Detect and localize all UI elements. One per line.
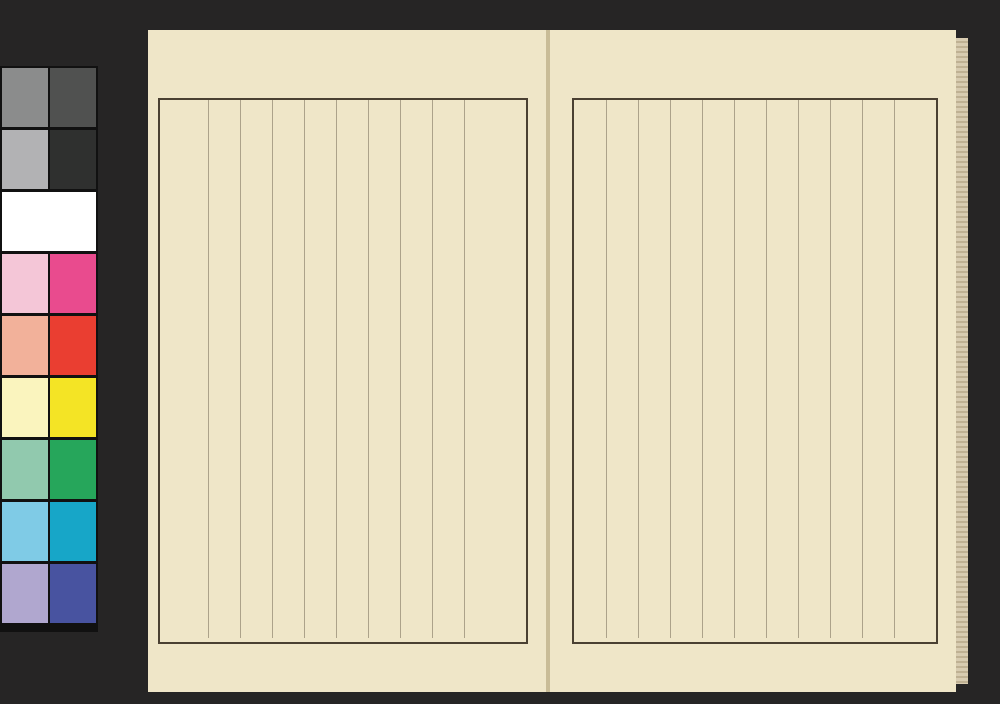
swatch-green [50,440,96,499]
color-calibration-chart [0,66,98,632]
open-book [148,30,956,692]
right-text-frame [572,98,938,644]
swatch-gray-dark [50,68,96,127]
swatch-cyan [50,502,96,561]
swatch-red [50,316,96,375]
swatch-magenta [50,254,96,313]
swatch-gray-mid [2,130,48,189]
left-text-frame [158,98,528,644]
swatch-lavender [2,564,48,623]
swatch-pink-light [2,254,48,313]
swatch-gray-light [2,68,48,127]
left-page [148,30,546,692]
swatch-yellow [50,378,96,437]
swatch-cyan-light [2,502,48,561]
swatch-green-light [2,440,48,499]
swatch-white [2,192,96,251]
swatch-charcoal [50,130,96,189]
swatch-yellow-light [2,378,48,437]
right-page [550,30,956,692]
page-stack-edge [956,38,968,684]
swatch-blue [50,564,96,623]
swatch-salmon [2,316,48,375]
